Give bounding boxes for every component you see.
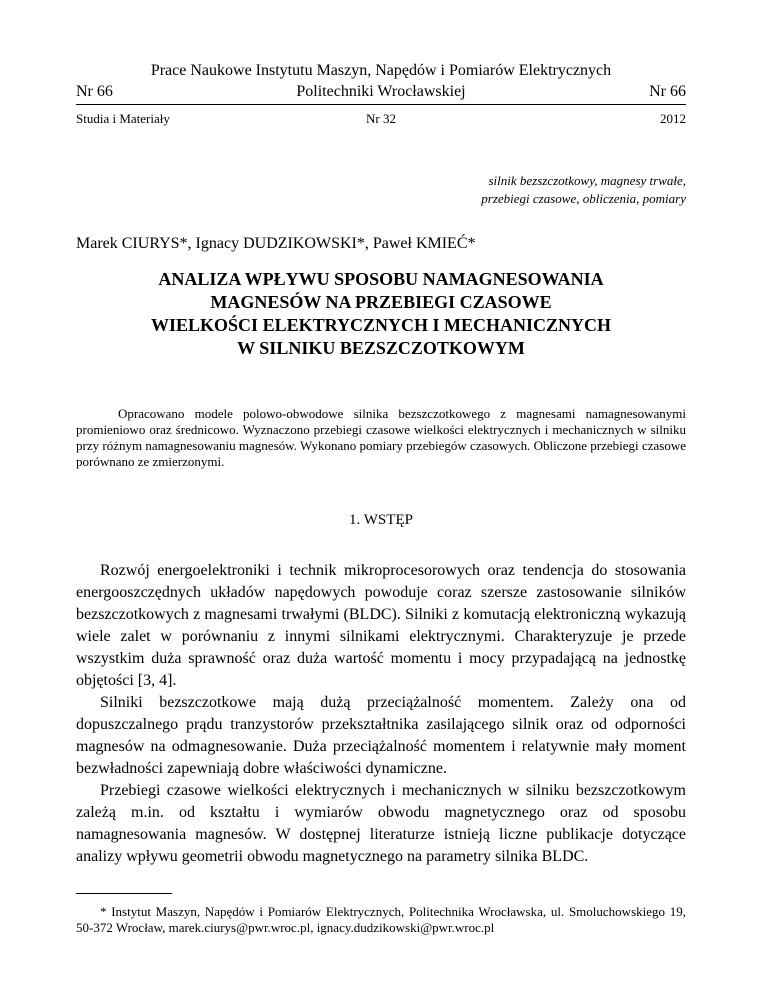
series-name: Studia i Materiały bbox=[76, 111, 170, 126]
abstract: Opracowano modele polowo-obwodowe silnika bezszczotkowego z magnesami namagnesowanymi promieniowo oraz średnicowo. Wyznaczono przebiegi czasowe wielkości elektrycznych i mechanicznych w silniku przy różnym namagnesowaniu magnesów. Wykonano pomiary przebiegów czasowych. Obliczone przebiegi czasowe porównano ze zmierzonymi. bbox=[76, 406, 686, 469]
journal-header bbox=[76, 60, 686, 102]
paragraph: Przebiegi czasowe wielkości elektrycznych i mechanicznych w silniku bezszczotkowym zależą m.in. od kształtu i wymiarów obwodu magnetycznego oraz od sposobu namagnesowania magnesów. W dostępnej literaturze istnieją liczne publikacje dotyczące analizy wpływu geometrii obwodu magnetycznego na parametry silnika BLDC. bbox=[76, 782, 686, 865]
title-line2: MAGNESÓW NA PRZEBIEGI CZASOWE bbox=[210, 292, 552, 312]
paper-page bbox=[76, 0, 686, 994]
paper-title bbox=[76, 268, 686, 360]
footnote: * Instytut Maszyn, Napędów i Pomiarów Elektrycznych, Politechnika Wrocławska, ul. Smoluchowskiego 19, 50-372 Wrocław, marek.ciurys@pwr.wroc.pl, ignacy.dudzikowski@pwr.wroc.pl bbox=[76, 904, 686, 935]
publication-year: 2012 bbox=[660, 111, 686, 126]
journal-name-line2: Politechniki Wrocławskiej bbox=[296, 83, 466, 100]
body-text bbox=[76, 560, 686, 868]
header-divider bbox=[76, 104, 686, 105]
keywords-line1: silnik bezszczotkowy, magnesy trwałe, bbox=[488, 173, 686, 188]
title-line1: ANALIZA WPŁYWU SPOSOBU NAMAGNESOWANIA bbox=[158, 269, 604, 289]
footnote-divider bbox=[76, 893, 172, 894]
issue-number-left: Nr 66 bbox=[76, 83, 113, 100]
keywords bbox=[481, 172, 686, 208]
paragraph: Rozwój energoelektroniki i technik mikroprocesorowych oraz tendencja do stosowania energooszczędnych układów napędowych powoduje coraz szersze zastosowanie silników bezszczotkowych z magnesami trwałymi (BLDC). Silniki z komutacją elektroniczną wykazują wiele zalet w porównaniu z innymi silnikami elektrycznymi. Charakteryzuje je przede wszystkim duża sprawność oraz duża wartość momentu i mocy przypadającą na jednostkę objętości [3, 4]. bbox=[76, 562, 686, 689]
section-heading: 1. WSTĘP bbox=[349, 512, 413, 528]
title-line3: WIELKOŚCI ELEKTRYCZNYCH I MECHANICZNYCH bbox=[151, 315, 611, 335]
issue-number-right: Nr 66 bbox=[649, 83, 686, 100]
paragraph: Silniki bezszczotkowe mają dużą przeciążalność momentem. Zależy ona od dopuszczalnego prądu tranzystorów przekształtnika zasilającego silnik oraz od odporności magnesów na odmagnesowanie. Duża przeciążalność momentem i relatywnie mały moment bezwładności zapewniają dobre właściwości dynamiczne. bbox=[76, 694, 686, 777]
keywords-line2: przebiegi czasowe, obliczenia, pomiary bbox=[481, 191, 686, 206]
series-number: Nr 32 bbox=[366, 111, 396, 126]
authors: Marek CIURYS*, Ignacy DUDZIKOWSKI*, Paweł KMIEĆ* bbox=[76, 235, 476, 252]
journal-name-line1: Prace Naukowe Instytutu Maszyn, Napędów i Pomiarów Elektrycznych bbox=[150, 62, 612, 79]
title-line4: W SILNIKU BEZSZCZOTKOWYM bbox=[237, 338, 525, 358]
